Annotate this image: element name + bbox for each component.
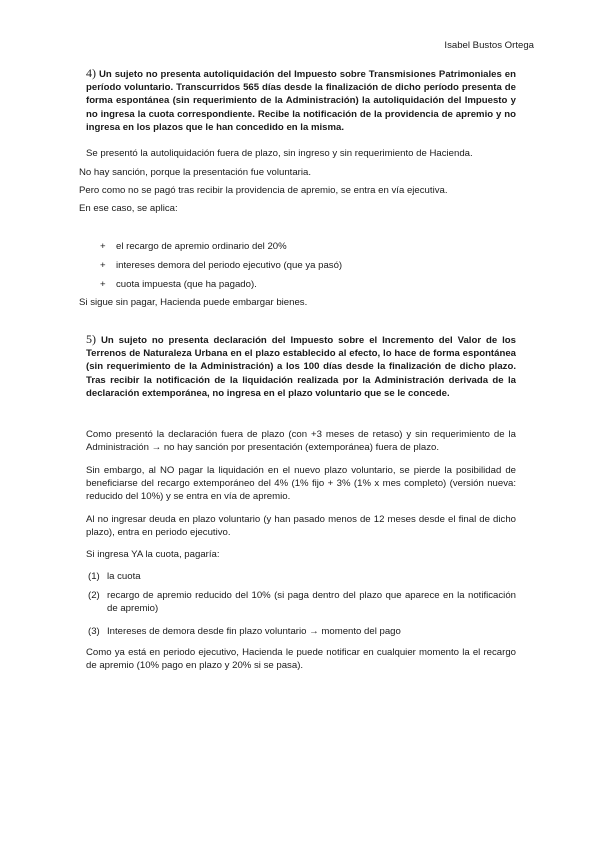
author-name: Isabel Bustos Ortega bbox=[444, 40, 534, 51]
q5-answer-para-1: Como presentó la declaración fuera de plazo (con +3 meses de retaso) y sin requerimiento de la Administración → no hay sanción por presentación (extemporánea) fuera de plazo. bbox=[86, 429, 516, 454]
q5-list-item-3 bbox=[88, 625, 516, 638]
question-5-number: 5) bbox=[86, 332, 96, 346]
question-5-text: Un sujeto no presenta declaración del Impuesto sobre el Incremento del Valor de los Terrenos de Naturaleza Urbana en el plazo establecido al efecto, lo hace de forma espontánea (sin requerimiento de la Administración) a los 100 días desde la finalización de dicho plazo. Tras recibir la notificación de la liquidación realizada por la Administración derivada de la declaración extemporánea, no ingresa en el plazo voluntario que se le concede. bbox=[86, 335, 517, 399]
list-mark: (1) bbox=[88, 571, 100, 582]
list-text: Intereses de demora desde fin plazo voluntario → momento del pago bbox=[107, 626, 401, 637]
q4-bullet-2 bbox=[100, 259, 342, 272]
q4-answer-line-2: No hay sanción, porque la presentación fue voluntaria. bbox=[79, 167, 311, 178]
bullet-mark: + bbox=[100, 260, 106, 271]
q4-answer-line-1: Se presentó la autoliquidación fuera de plazo, sin ingreso y sin requerimiento de Hacienda. bbox=[86, 148, 473, 159]
bullet-mark: + bbox=[100, 241, 106, 252]
bullet-text: cuota impuesta (que ha pagado). bbox=[116, 279, 257, 290]
q4-answer-line-3: Pero como no se pagó tras recibir la providencia de apremio, se entra en vía ejecutiva. bbox=[79, 185, 448, 196]
list-mark: (2) bbox=[88, 590, 100, 601]
question-4-number: 4) bbox=[86, 66, 96, 80]
q4-closing: Si sigue sin pagar, Hacienda puede embargar bienes. bbox=[79, 297, 308, 308]
q5-answer-para-4: Si ingresa YA la cuota, pagaría: bbox=[86, 549, 220, 560]
q4-bullet-3 bbox=[100, 278, 257, 291]
q4-bullet-1 bbox=[100, 240, 287, 253]
q5-answer-para-3: Al no ingresar deuda en plazo voluntario (y han pasado menos de 12 meses desde el final de dicho plazo), entra en periodo ejecutivo. bbox=[86, 514, 516, 539]
q4-answer-line-4: En ese caso, se aplica: bbox=[79, 203, 178, 214]
list-mark: (3) bbox=[88, 626, 100, 637]
list-text: la cuota bbox=[107, 571, 141, 582]
list-text: recargo de apremio reducido del 10% (si paga dentro del plazo que aparece en la notificación de apremio) bbox=[107, 590, 516, 615]
question-4-text: Un sujeto no presenta autoliquidación del Impuesto sobre Transmisiones Patrimoniales en período voluntario. Transcurridos 565 días desde la finalización de dicho período presenta de forma espontánea (sin requerimiento de la Administración) la autoliquidación del Impuesto y no ingresa la cuota correspondiente. Recibe la notificación de la providencia de apremio y no ingresa en los plazos que le han concedido en la misma. bbox=[86, 69, 516, 133]
bullet-mark: + bbox=[100, 279, 106, 290]
q5-list-item-1 bbox=[88, 570, 516, 583]
question-4 bbox=[86, 67, 516, 134]
q5-answer-para-2: Sin embargo, al NO pagar la liquidación en el nuevo plazo voluntario, se pierde la posibilidad de beneficiarse del recargo extemporáneo del 4% (1% fijo + 3% (1% x mes completo) (versión nueva: reducido del 10%) y se entra en vía de apremio. bbox=[86, 465, 516, 503]
q5-closing: Como ya está en periodo ejecutivo, Hacienda le puede notificar en cualquier momento la el recargo de apremio (10% pago en plazo y 20% si se pasa). bbox=[86, 647, 516, 672]
q5-list-item-2 bbox=[88, 589, 516, 615]
bullet-text: intereses demora del periodo ejecutivo (que ya pasó) bbox=[116, 260, 343, 271]
question-5 bbox=[86, 333, 516, 400]
bullet-text: el recargo de apremio ordinario del 20% bbox=[116, 241, 287, 252]
